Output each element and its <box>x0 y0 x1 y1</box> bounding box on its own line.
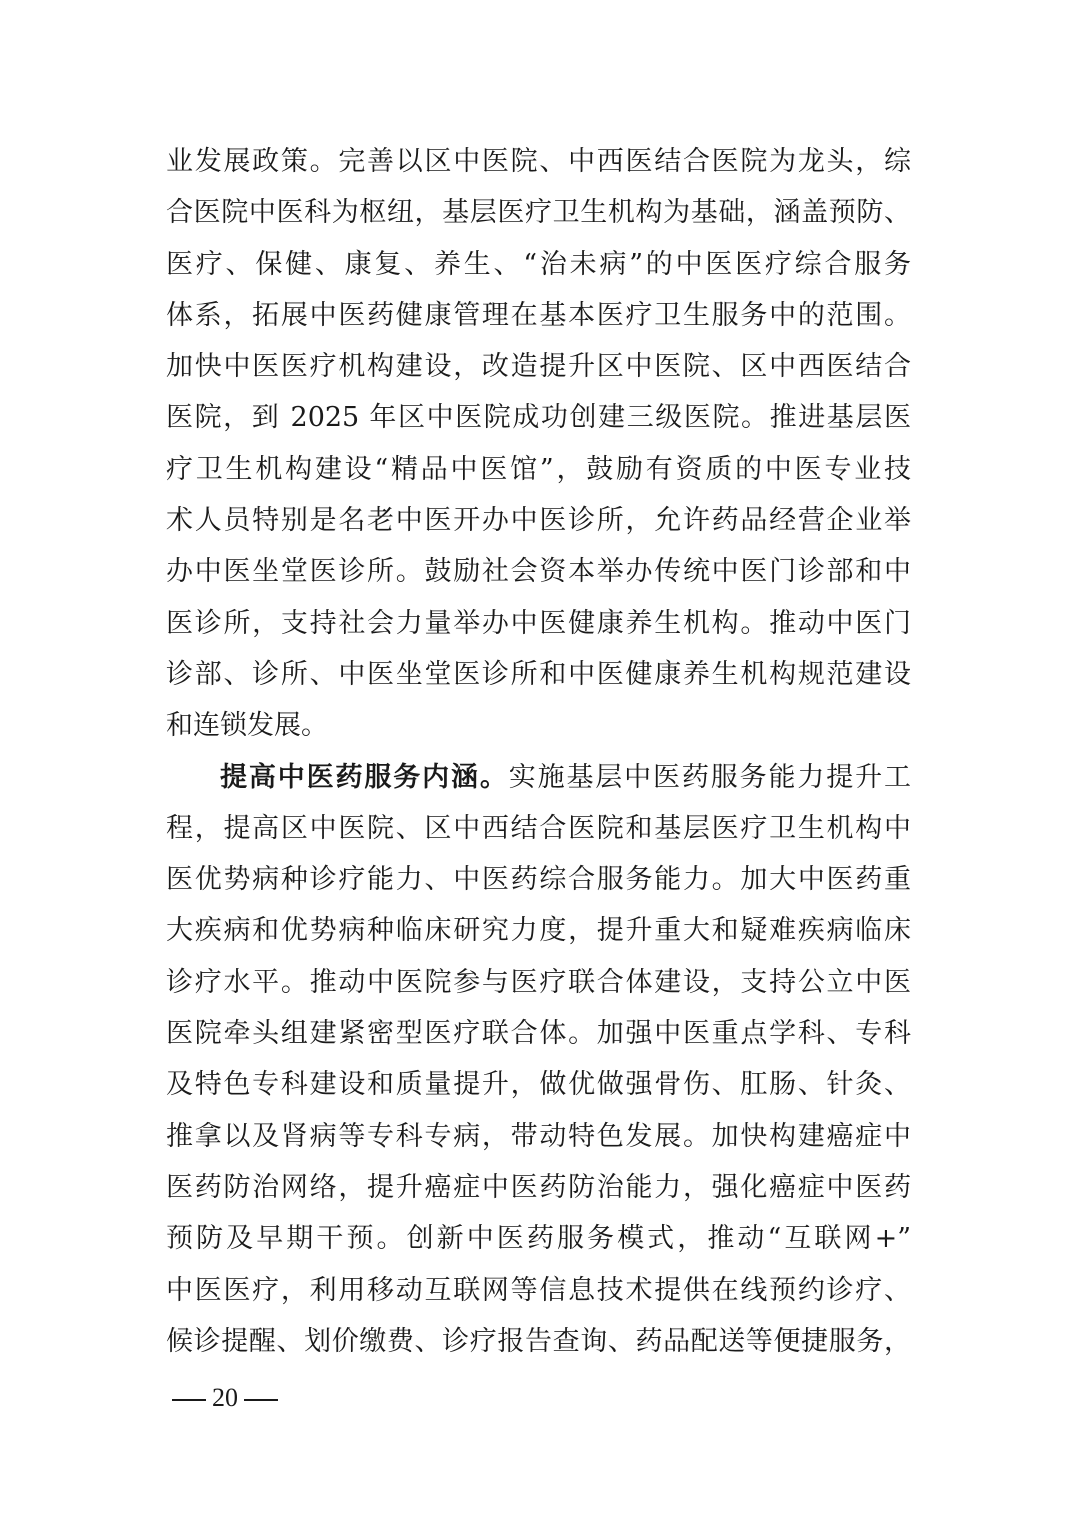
page-number <box>166 1378 284 1418</box>
paragraph-line: 医院牵头组建紧密型医疗联合体。加强中医重点学科、专科 <box>166 1018 911 1050</box>
body-text <box>166 136 911 1367</box>
paragraph-line: 中医医疗，利用移动互联网等信息技术提供在线预约诊疗、 <box>166 1274 911 1306</box>
paragraph-line: 和连锁发展。 <box>166 710 328 742</box>
paragraph-heading: 提高中医药服务内涵。 <box>220 761 509 793</box>
paragraph-line: 医诊所，支持社会力量举办中医健康养生机构。推动中医门 <box>166 607 911 639</box>
paragraph-line: 诊部、诊所、中医坐堂医诊所和中医健康养生机构规范建设 <box>166 658 911 690</box>
paragraph-line: 医药防治网络，提升癌症中医药防治能力，强化癌症中医药 <box>166 1171 911 1203</box>
paragraph-line: 预防及早期干预。创新中医药服务模式，推动“互联网+” <box>166 1223 911 1255</box>
paragraph-line: 及特色专科建设和质量提升，做优做强骨伤、肛肠、针灸、 <box>166 1069 911 1101</box>
page-number-dash-right <box>244 1399 278 1401</box>
page-number-value: 20 <box>212 1383 238 1412</box>
paragraph-line: 术人员特别是名老中医开办中医诊所，允许药品经营企业举 <box>166 505 911 537</box>
paragraph-line: 医优势病种诊疗能力、中医药综合服务能力。加大中医药重 <box>166 864 911 896</box>
paragraph-line: 加快中医医疗机构建设，改造提升区中医院、区中西医结合 <box>166 351 911 383</box>
paragraph-line: 办中医坐堂医诊所。鼓励社会资本举办传统中医门诊部和中 <box>166 556 911 588</box>
paragraph-line: 合医院中医科为枢纽，基层医疗卫生机构为基础，涵盖预防、 <box>166 197 911 229</box>
paragraph-line: 医院，到 2025 年区中医院成功创建三级医院。推进基层医 <box>166 402 911 434</box>
page-number-dash-left <box>172 1399 206 1401</box>
paragraph-line: 候诊提醒、划价缴费、诊疗报告查询、药品配送等便捷服务， <box>166 1325 911 1357</box>
paragraph-line: 大疾病和优势病种临床研究力度，提升重大和疑难疾病临床 <box>166 915 911 947</box>
paragraph-line: 业发展政策。完善以区中医院、中西医结合医院为龙头，综 <box>166 146 911 177</box>
paragraph-first-line-text: 实施基层中医药服务能力提升工 <box>508 761 912 793</box>
paragraph-line: 体系，拓展中医药健康管理在基本医疗卫生服务中的范围。 <box>166 299 911 331</box>
paragraph-line: 程，提高区中医院、区中西结合医院和基层医疗卫生机构中 <box>166 812 911 844</box>
paragraph-line: 推拿以及肾病等专科专病，带动特色发展。加快构建癌症中 <box>166 1120 911 1152</box>
paragraph-line: 疗卫生机构建设“精品中医馆”，鼓励有资质的中医专业技 <box>166 453 911 485</box>
paragraph-line: 医疗、保健、康复、养生、“治未病”的中医医疗综合服务 <box>166 248 911 280</box>
paragraph-first-line <box>166 752 911 803</box>
paragraph-line: 诊疗水平。推动中医院参与医疗联合体建设，支持公立中医 <box>166 966 911 998</box>
